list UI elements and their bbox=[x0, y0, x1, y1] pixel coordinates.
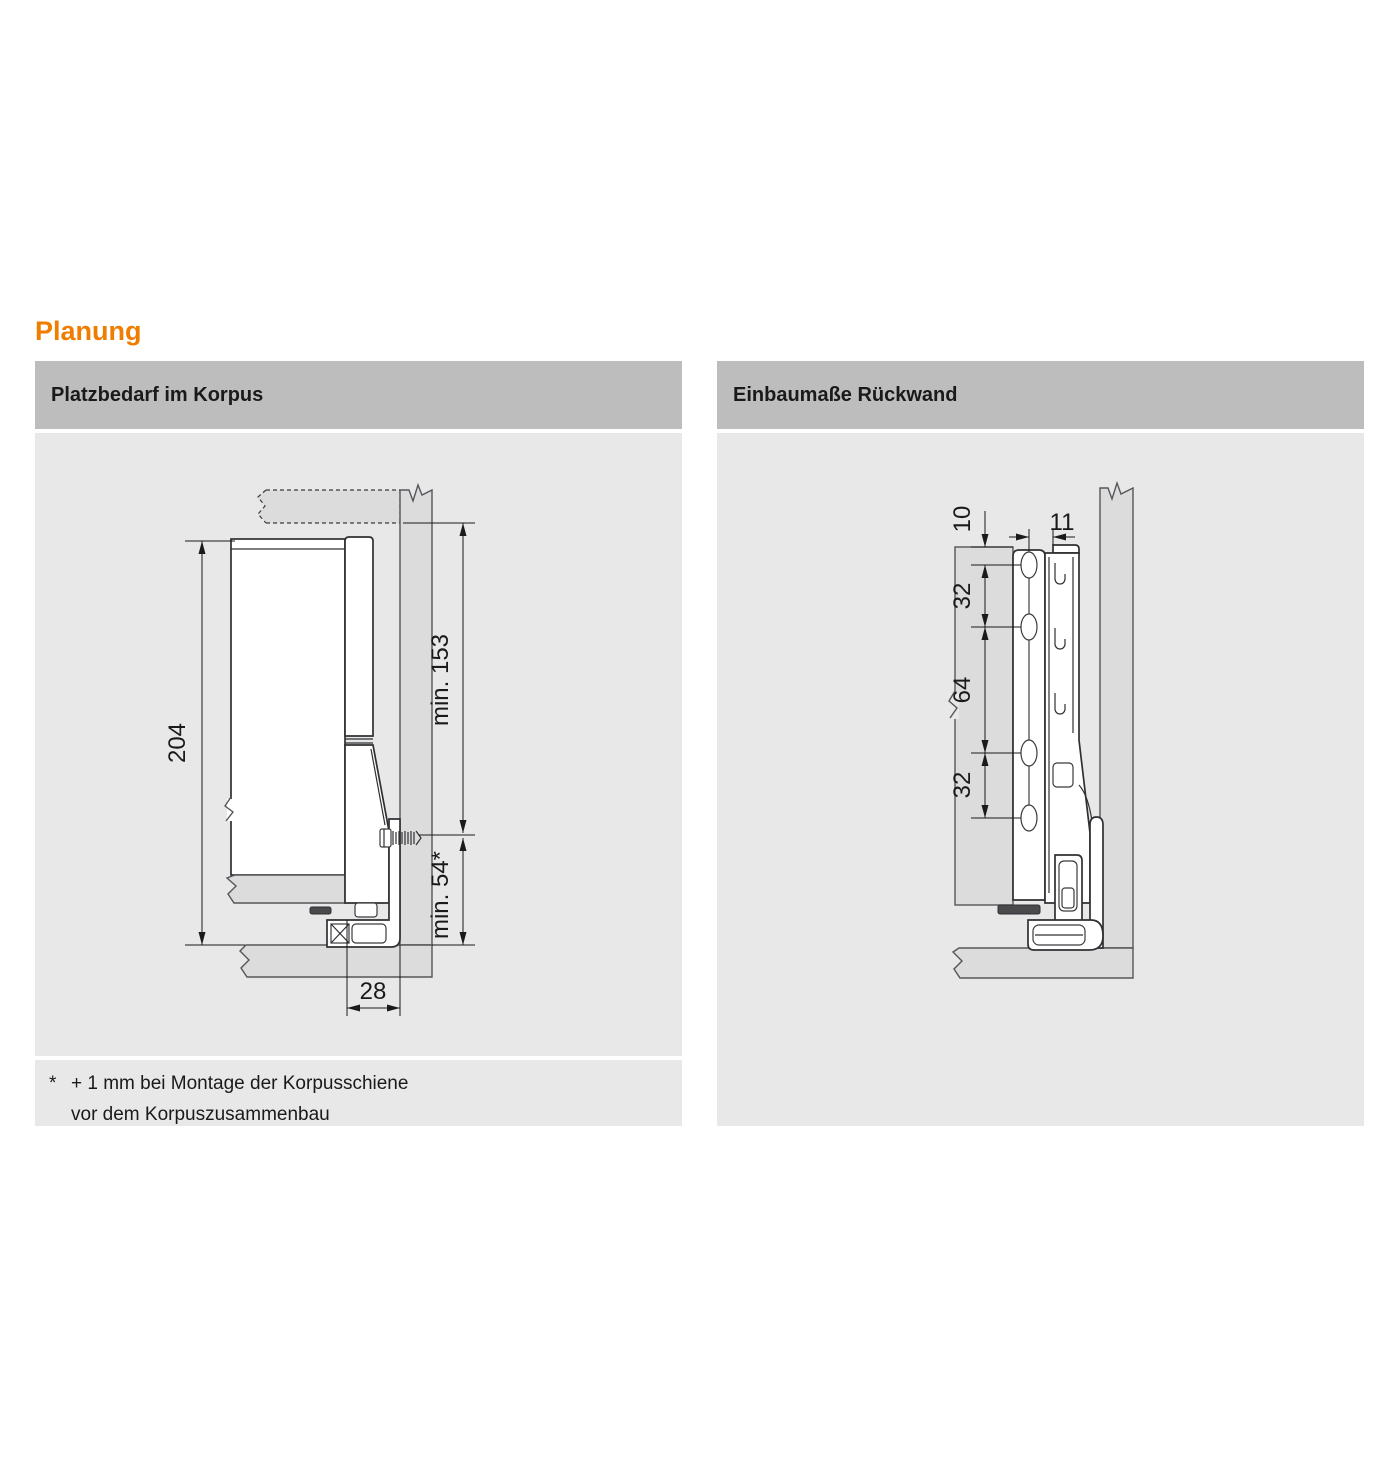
dim-min-54 bbox=[427, 838, 475, 945]
panel-header-platzbedarf bbox=[35, 361, 682, 429]
footnote-marker: * bbox=[49, 1073, 57, 1094]
footnote-line2: vor dem Korpuszusammenbau bbox=[71, 1104, 330, 1125]
panel-einbaumasse bbox=[717, 361, 1364, 1126]
dim-label-32-lower: 32 bbox=[949, 771, 976, 799]
cabinet-wall bbox=[1100, 483, 1133, 948]
drawer-rear-profile bbox=[345, 537, 389, 903]
panel-header-label: Einbaumaße Rückwand bbox=[733, 383, 958, 406]
dim-label-28: 28 bbox=[359, 978, 387, 1005]
drawing-platzbedarf-svg bbox=[35, 433, 682, 1056]
panel-header-label: Platzbedarf im Korpus bbox=[51, 383, 264, 406]
footnote-text bbox=[71, 1068, 408, 1126]
dim-hole-to-edge bbox=[1009, 509, 1075, 545]
page-title: Planung bbox=[35, 316, 142, 346]
dim-label-min54: min. 54* bbox=[427, 850, 454, 940]
panel-platzbedarf bbox=[35, 361, 682, 1126]
dim-label-64: 64 bbox=[949, 676, 976, 704]
drawing-einbaumasse bbox=[717, 433, 1364, 1126]
drawing-einbaumasse-svg bbox=[717, 433, 1364, 1126]
cabinet-bottom bbox=[240, 945, 432, 977]
footnote bbox=[35, 1060, 682, 1126]
cabinet-top-dashed bbox=[257, 490, 400, 523]
drawer-rear-profile bbox=[1045, 545, 1092, 903]
cabinet-bottom bbox=[953, 948, 1133, 978]
dim-label-32-upper: 32 bbox=[949, 582, 976, 610]
dim-label-min153: min. 153 bbox=[427, 633, 454, 727]
dim-label-204: 204 bbox=[164, 722, 191, 764]
drawer-bottom-board bbox=[227, 875, 345, 903]
dim-label-11: 11 bbox=[1049, 509, 1075, 536]
panel-header-einbaumasse bbox=[717, 361, 1364, 429]
drawer-back-panel bbox=[225, 539, 345, 875]
footnote-line1: + 1 mm bei Montage der Korpusschiene bbox=[71, 1073, 409, 1094]
dim-label-10: 10 bbox=[949, 505, 976, 533]
drawing-platzbedarf bbox=[35, 433, 682, 1056]
rear-fixing-plate bbox=[1013, 529, 1045, 900]
